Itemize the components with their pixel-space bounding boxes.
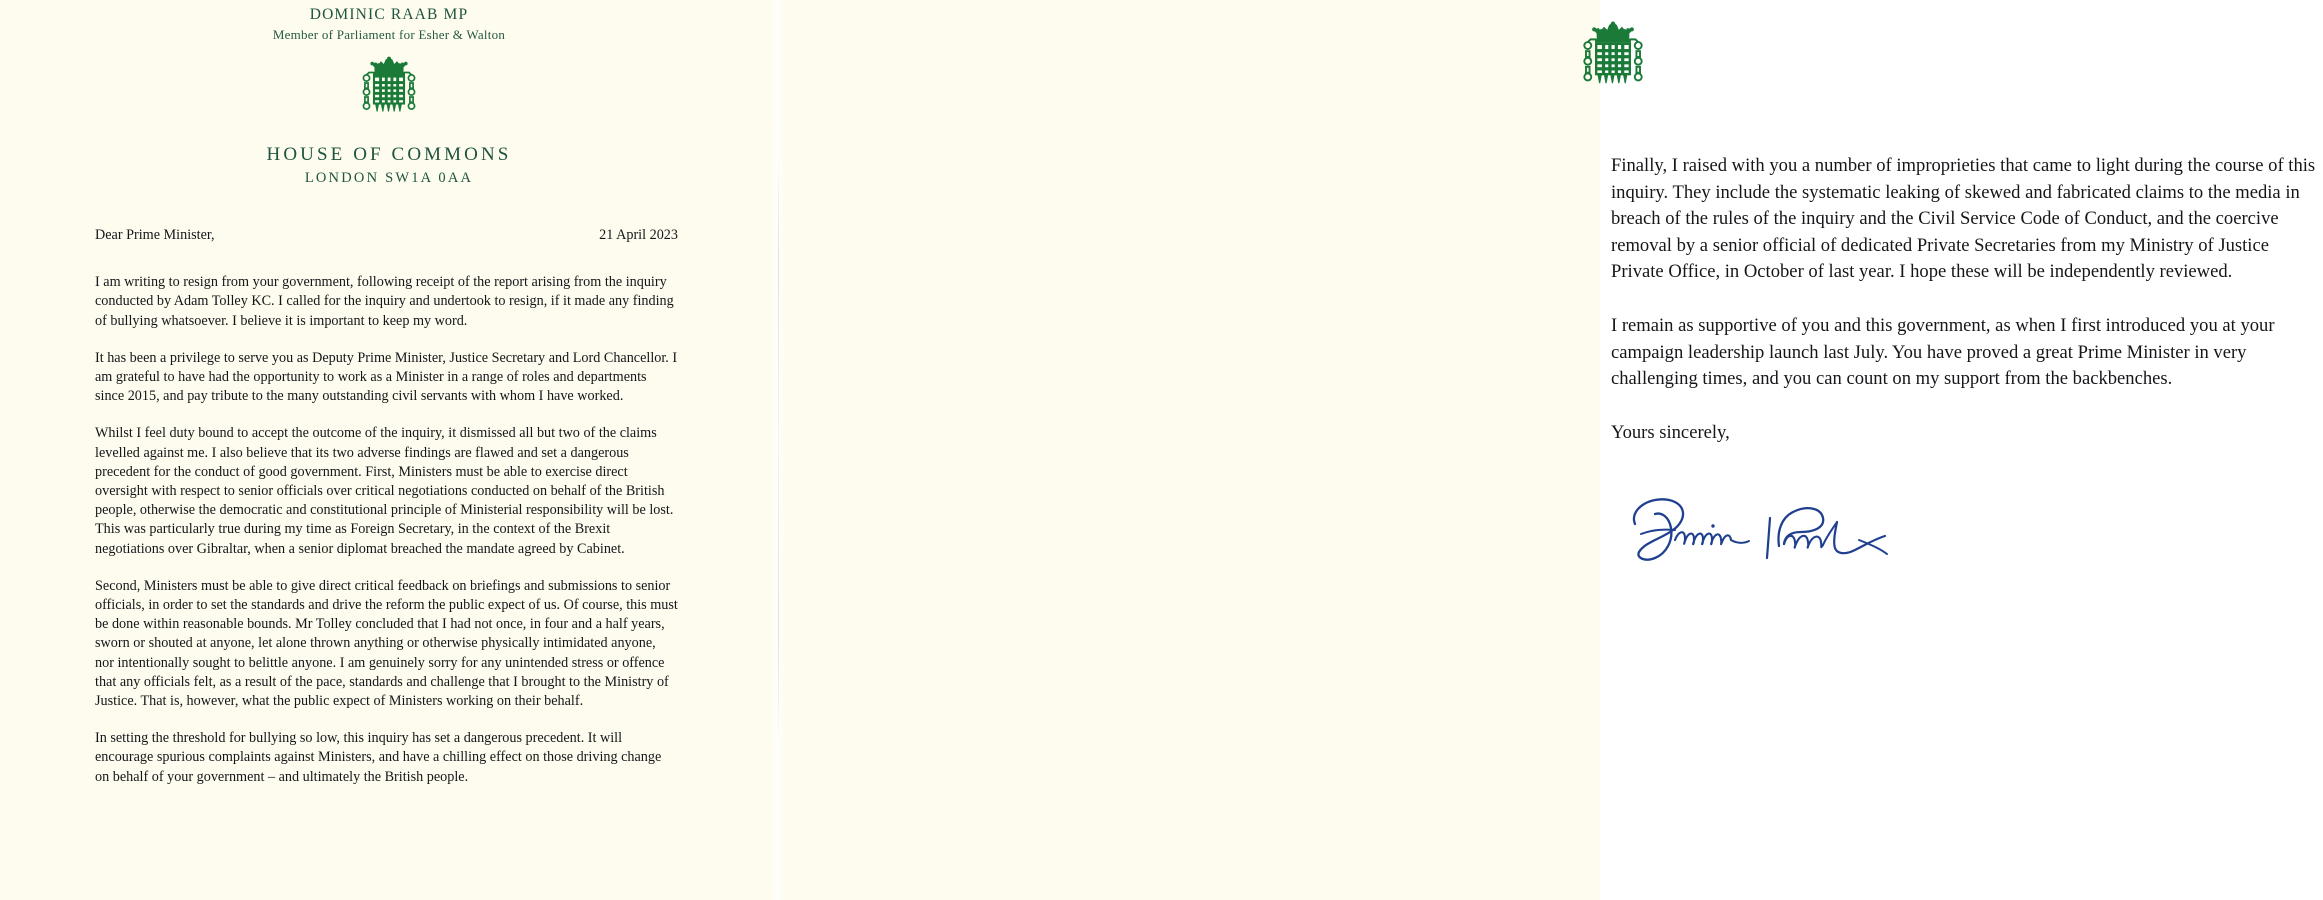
letter-body-page-1 (95, 226, 678, 805)
paragraph: In setting the threshold for bullying so low, this inquiry has set a dangerous precedent. It will encourage spurious complaints against Ministers, and have a chilling effect on those driving change on behalf of your government – and ultimately the British people. (95, 730, 662, 785)
signature-image (1627, 484, 1917, 570)
crowned-portcullis-icon (358, 57, 420, 128)
letterhead-name: DOMINIC RAAB MP (309, 6, 469, 23)
letter-page-2 (778, 0, 2316, 900)
letterhead-address: LONDON SW1A 0AA (304, 170, 474, 186)
page-2-crest-container (1578, 22, 1648, 101)
paragraph: Whilst I feel duty bound to accept the outcome of the inquiry, it dismissed all but two of the claims levelled against me. I also believe that its two adverse findings are flawed and set a dangerous precedent for the conduct of good government. First, Ministers must be able to exercise direct oversight with respect to senior officials over critical negotiations conducted on behalf of the British people, otherwise the democratic and constitutional principle of Ministerial responsibility will be lost. This was particularly true during my time as Foreign Secretary, in the context of the Brexit negotiations over Gibraltar, when a senior diplomat breached the mandate agreed by Cabinet. (95, 425, 674, 557)
paragraph: I remain as supportive of you and this government, as when I first introduced you at your campaign leadership launch last July. You have proved a great Prime Minister in very challenging times, and you can count on my support from the backbenches. (1611, 314, 2275, 390)
letter-body-page-2 (1611, 153, 2323, 570)
salutation: Dear Prime Minister, (95, 227, 215, 243)
crowned-portcullis-icon (1578, 83, 1648, 100)
crest-container (0, 57, 778, 128)
signoff: Yours sincerely, (1611, 421, 1730, 443)
letter-page-1 (0, 0, 778, 900)
letterhead (0, 6, 778, 187)
letterhead-subtitle: Member of Parliament for Esher & Walton (272, 27, 506, 42)
letterhead-institution: HOUSE OF COMMONS (266, 144, 512, 165)
letter-date: 21 April 2023 (599, 227, 678, 243)
paragraph: Second, Ministers must be able to give direct critical feedback on briefings and submissions to senior officials, in order to set the standards and drive the reform the public expect of us. Of course, this must be done within reasonable bounds. Mr Tolley concluded that I had not once, in four and a half years, sworn or shouted at anyone, let alone thrown anything or otherwise physically intimidated anyone, nor intentionally sought to belittle anyone. I am genuinely sorry for any unintended stress or offence that any officials felt, as a result of the pace, standards and challenge that I brought to the Ministry of Justice. That is, however, what the public expect of Ministers working on their behalf. (95, 577, 678, 710)
paragraph: Finally, I raised with you a number of improprieties that came to light during the course of this inquiry. They include the systematic leaking of skewed and fabricated claims to the media in breach of the rules of the inquiry and the Civil Service Code of Conduct, and the coercive removal by a senior official of dedicated Private Secretaries from my Ministry of Justice Private Office, in October of last year. I hope these will be independently reviewed. (1611, 155, 2316, 283)
salutation-row (95, 226, 678, 245)
paragraph: I am writing to resign from your government, following receipt of the report arising from the inquiry conducted by Adam Tolley KC. I called for the inquiry and undertook to resign, if it made any finding of bullying whatsoever. I believe it is important to keep my word. (95, 274, 674, 329)
paragraph: It has been a privilege to serve you as Deputy Prime Minister, Justice Secretary and Lord Chancellor. I am grateful to have had the opportunity to work as a Minister in a range of roles and departments since 2015, and pay tribute to the many outstanding civil servants with whom I have worked. (95, 349, 678, 405)
